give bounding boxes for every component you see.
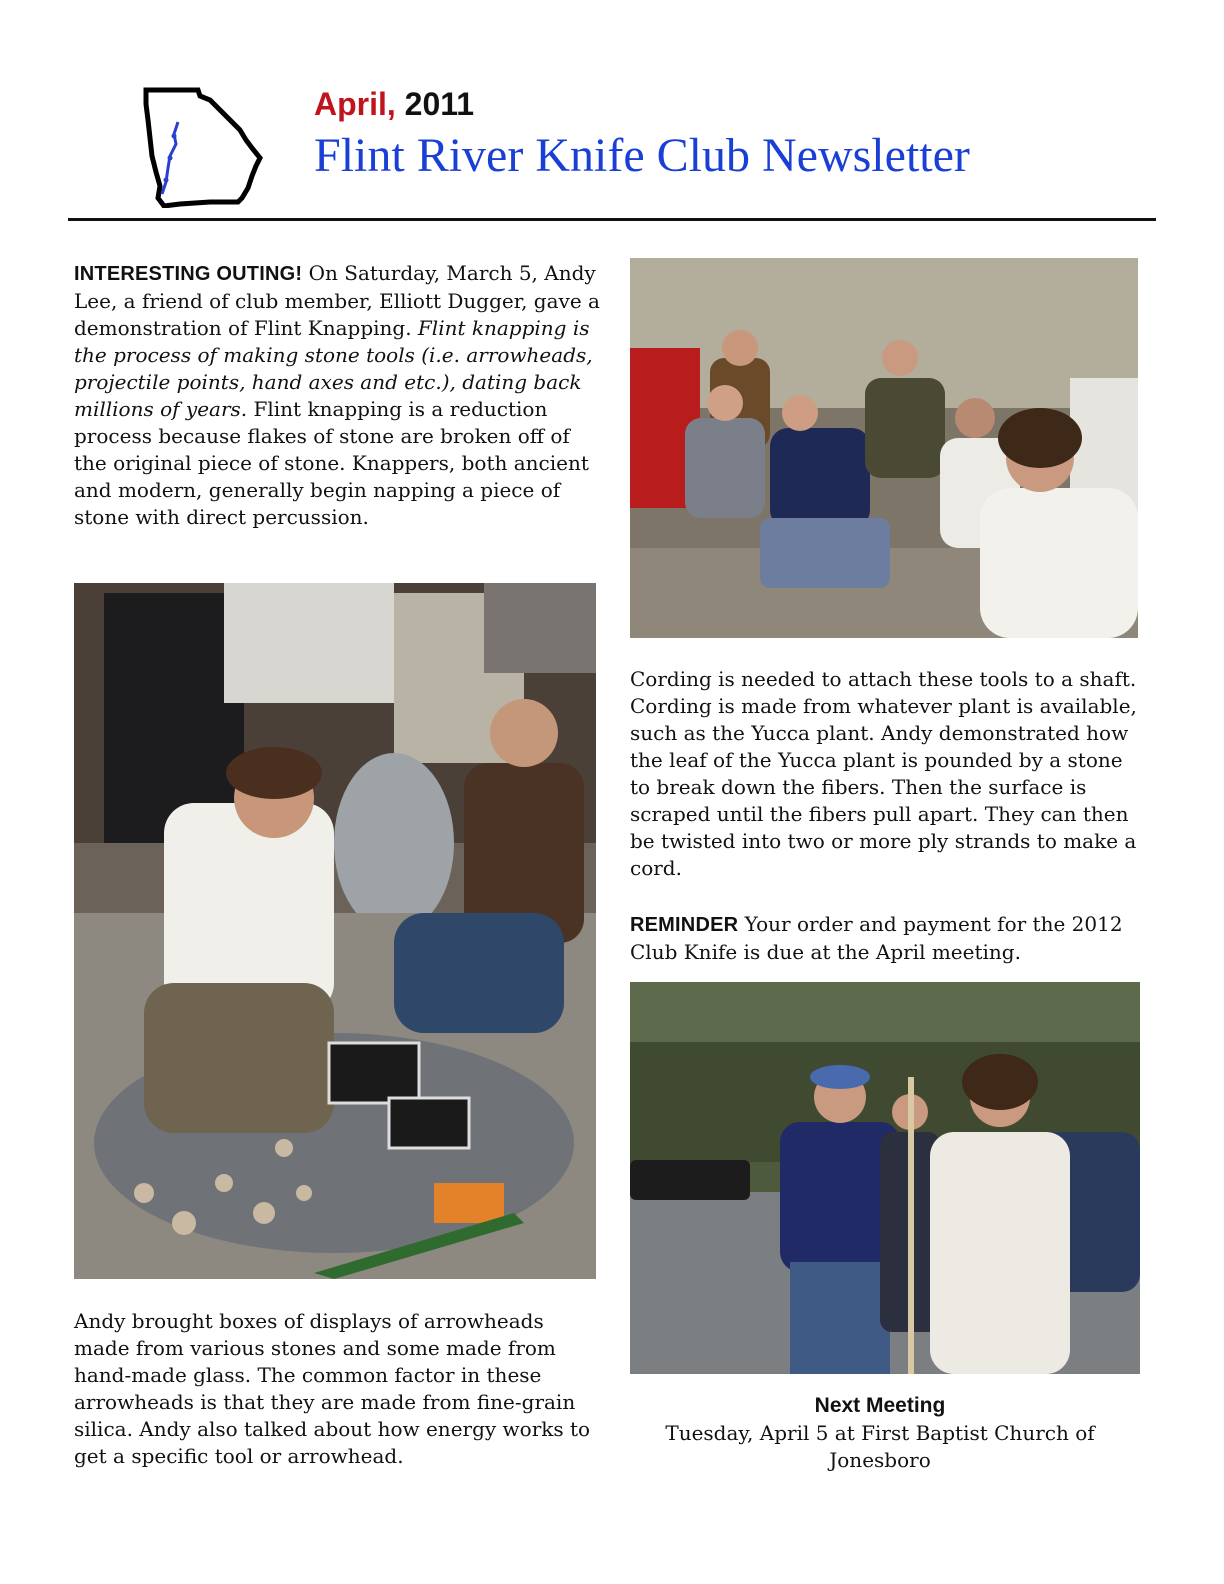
cording-article: Cording is needed to attach these tools to a shaft. Cording is made from whatever plant is available, such as the Yucca plant. Andy demonstrated how the leaf of the Yucca plant is pounded by a stone to break down the fibers. Then the surface is scraped until the fibers pull apart. They can then be twisted into two or more ply strands to make a cord. bbox=[630, 667, 1137, 880]
outing-article bbox=[74, 260, 604, 531]
reminder-lead: REMINDER bbox=[630, 914, 739, 936]
georgia-state-map-icon bbox=[140, 86, 266, 208]
outing-lead: INTERESTING OUTING! bbox=[74, 263, 303, 285]
newsletter-title: Flint River Knife Club Newsletter bbox=[314, 129, 970, 182]
header-divider bbox=[68, 218, 1156, 221]
georgia-map-logo bbox=[140, 86, 266, 208]
next-meeting-details: Tuesday, April 5 at First Baptist Church of Jonesboro bbox=[665, 1421, 1095, 1472]
issue-month: April, bbox=[314, 86, 396, 122]
issue-year: 2011 bbox=[404, 86, 475, 122]
outing-text-2: Flint knapping is a reduction process because flakes of stone are broken off of the original piece of stone. Knappers, both ancient and modern, generally begin napping a piece of stone with direct percussion. bbox=[74, 397, 589, 529]
reminder-text: Your order and payment for the 2012 Club Knife is due at the April meeting. bbox=[630, 912, 1123, 964]
next-meeting bbox=[640, 1392, 1120, 1474]
group-seated-photo bbox=[630, 258, 1138, 638]
arrowheads-article: Andy brought boxes of displays of arrowheads made from various stones and some made from hand-made glass. The common factor in these arrowheads is that they are made from fine-grain silica. Andy also talked about how energy works to get a specific tool or arrowhead. bbox=[74, 1309, 591, 1468]
outdoor-demo-photo bbox=[630, 982, 1140, 1374]
issue-date bbox=[314, 86, 474, 122]
reminder-notice bbox=[630, 911, 1140, 966]
next-meeting-title: Next Meeting bbox=[814, 1394, 946, 1417]
knapping-demo-photo bbox=[74, 583, 596, 1279]
outing-text-1: On Saturday, March 5, Andy Lee, a friend of club member, Elliott Dugger, gave a demonstration of Flint Knapping. bbox=[74, 261, 600, 340]
outing-definition: Flint knapping is the process of making stone tools (i.e. arrowheads, projectile points, hand axes and etc.), dating back millions of years. bbox=[74, 316, 593, 421]
